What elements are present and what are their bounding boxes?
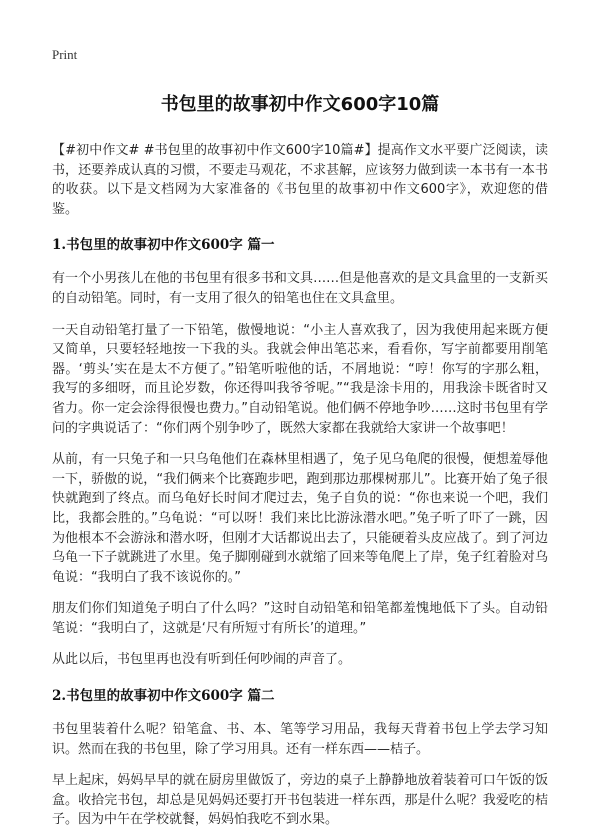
paragraph: 一天自动铅笔打量了一下铅笔，傲慢地说：“小主人喜欢我了，因为我使用起来既方便又简单，只要轻轻地按一下我的头。我就会伸出笔芯来，看看你，写字前都要用削笔器。‘剪头’实在是太不方便了。”铅笔听啦他的话，不屑地说：“哼！你写的字那么粗，我写的多细呀，而且论岁数，你还得叫我爷爷呢。”“我是涂卡用的，用我涂卡既省时又省力。你一定会涂得很慢也费力。”自动铅笔说。他们俩不停地争吵……这时书包里有学问的字典说话了：“你们两个别争吵了，既然大家都在我就给大家讲一个故事吧！ — [52, 322, 548, 436]
paragraph: 书包里装着什么呢？铅笔盒、书、本、笔等学习用品，我每天背着书包上学去学习知识。然而在我的书包里，除了学习用具。还有一样东西——桔子。 — [52, 722, 548, 757]
paragraph: 朋友们你们知道兔子明白了什么吗？”这时自动铅笔和铅笔都羞愧地低下了头。自动铅笔说：“我明白了，这就是‘尺有所短寸有所长’的道理。” — [52, 601, 548, 636]
intro-paragraph: 【#初中作文# #书包里的故事初中作文600字10篇#】提高作文水平要广泛阅读，读书，还要养成认真的习惯，不要走马观花，不求甚解，应该努力做到读一本书有一本书的收获。以下是文档网为大家准备的《书包里的故事初中作文600字》，欢迎您的借鉴。 — [52, 143, 548, 217]
paragraph: 早上起床，妈妈早早的就在厨房里做饭了，旁边的桌子上静静地放着装着可口午饭的饭盒。收拾完书包，却总是见妈妈还要打开书包装进一样东西，那是什么呢？我爱吃的桔子。因为中午在学校就餐，妈妈怕我吃不到水果。 — [52, 773, 548, 828]
page-title: 书包里的故事初中作文600字10篇 — [160, 94, 440, 115]
paragraph: 有一个小男孩儿在他的书包里有很多书和文具……但是他喜欢的是文具盒里的一支新买的自动铅笔。同时，有一支用了很久的铅笔也住在文具盒里。 — [52, 271, 548, 306]
paragraph: 从此以后，书包里再也没有听到任何吵闹的声音了。 — [52, 652, 352, 668]
section-1-heading: 1.书包里的故事初中作文600字 篇一 — [52, 237, 275, 254]
print-link[interactable]: Print — [52, 47, 78, 62]
section-2-heading: 2.书包里的故事初中作文600字 篇二 — [52, 688, 275, 705]
paragraph: 从前，有一只兔子和一只乌龟他们在森林里相遇了，兔子见乌龟爬的很慢，便想羞辱他一下，骄傲的说，“我们俩来个比赛跑步吧，跑到那边那棵树那儿”。比赛开始了兔子很快就跑到了终点。而乌龟好长时间才爬过去，兔子自负的说：“你也来说一个吧，我们比，我都会胜的。”乌龟说：“可以呀！我们来比比游泳潜水吧。”兔子听了吓了一跳，因为他根本不会游泳和潜水呀，但刚才大话都说出去了，只能硬着头皮应战了。到了河边乌龟一下子就跳进了水里。兔子脚刚碰到水就缩了回来等龟爬上了岸，兔子红着脸对乌龟说：“我明白了我不该说你的。” — [52, 452, 548, 585]
